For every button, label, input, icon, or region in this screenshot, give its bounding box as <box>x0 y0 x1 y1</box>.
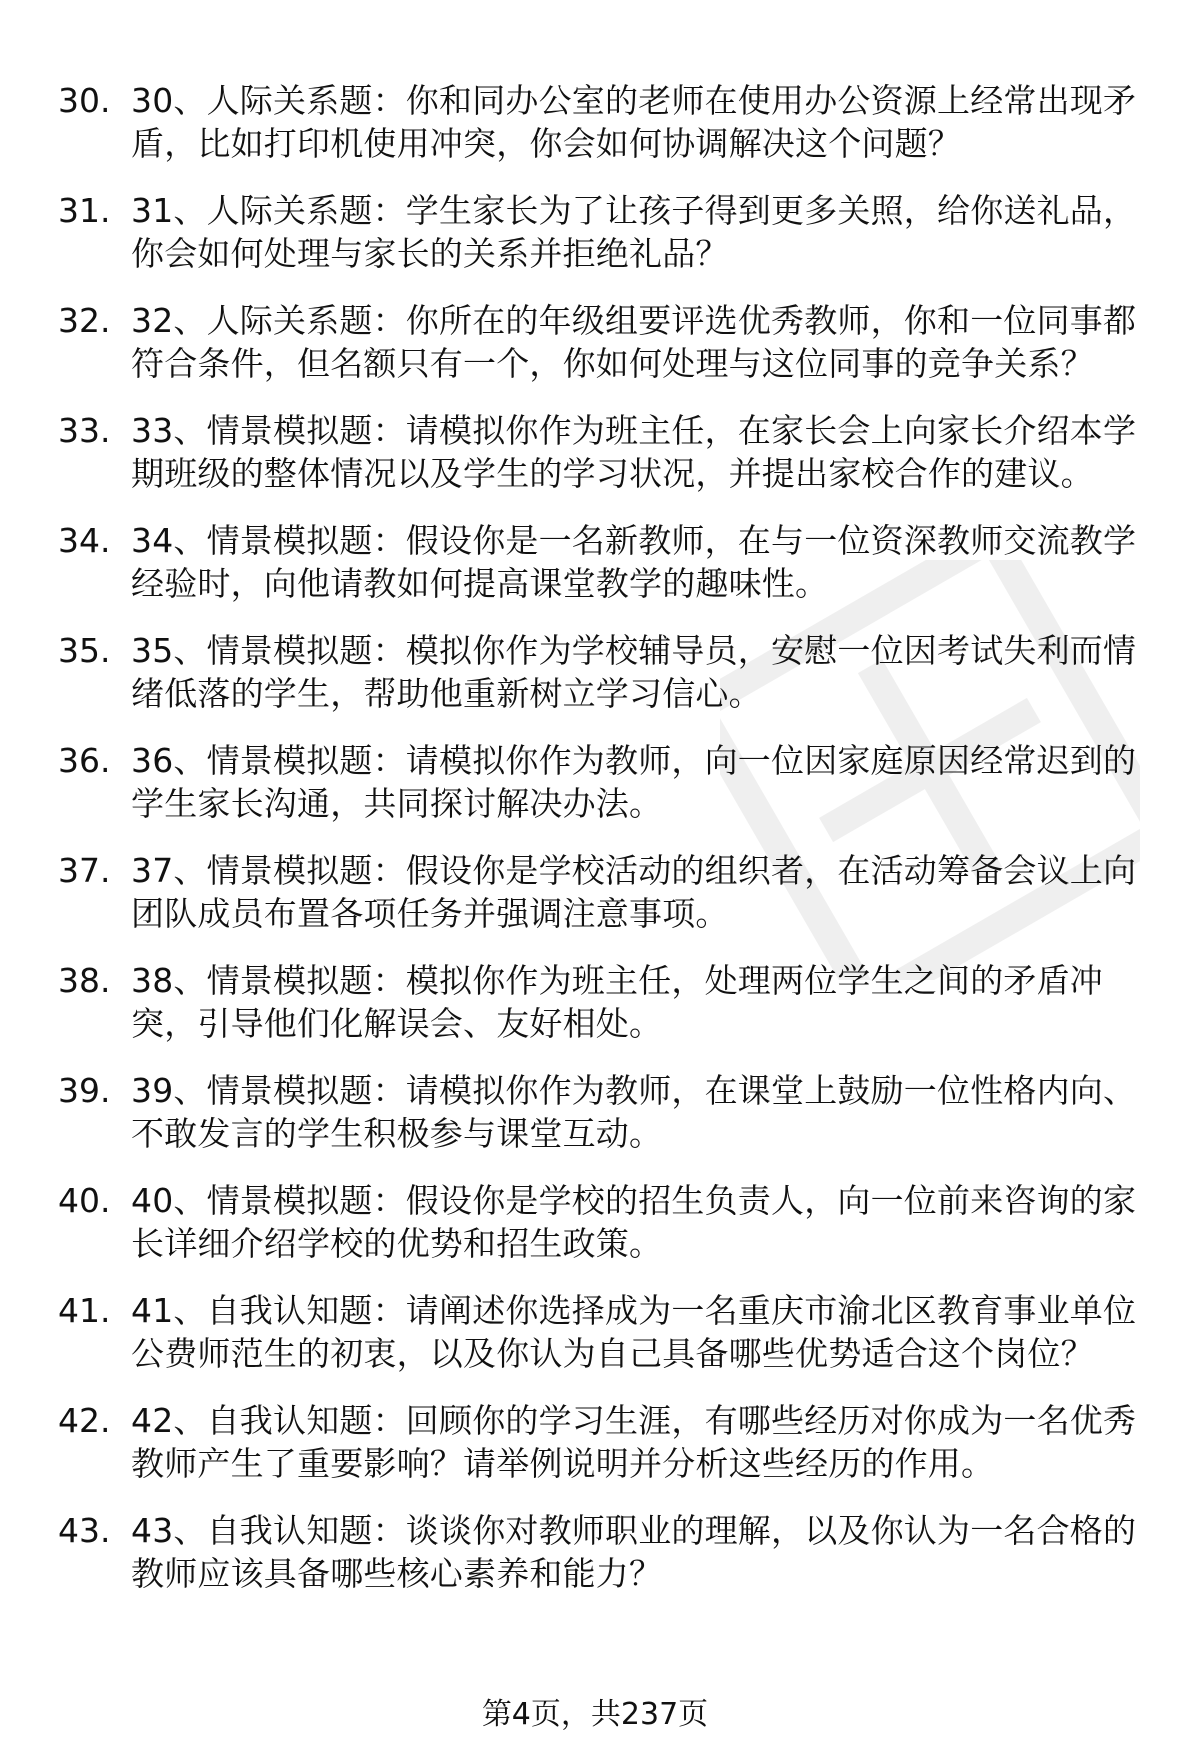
question-text: 38、情景模拟题：模拟你作为班主任，处理两位学生之间的矛盾冲突，引导他们化解误会、友好相处。 <box>131 961 1103 1043</box>
question-item <box>0 849 1190 935</box>
question-number: 39. <box>58 1071 111 1110</box>
question-number: 37. <box>58 851 111 890</box>
question-item <box>0 299 1190 385</box>
question-item <box>0 1179 1190 1265</box>
question-item <box>0 739 1190 825</box>
question-item <box>0 1399 1190 1485</box>
question-item <box>0 519 1190 605</box>
question-number: 35. <box>58 631 111 670</box>
question-number: 31. <box>58 191 111 230</box>
question-text: 43、自我认知题：谈谈你对教师职业的理解，以及你认为一名合格的教师应该具备哪些核心素养和能力？ <box>131 1511 1137 1593</box>
question-text: 34、情景模拟题：假设你是一名新教师，在与一位资深教师交流教学经验时，向他请教如何提高课堂教学的趣味性。 <box>131 521 1137 603</box>
question-text: 39、情景模拟题：请模拟你作为教师，在课堂上鼓励一位性格内向、不敢发言的学生积极参与课堂互动。 <box>131 1071 1137 1153</box>
page-footer: 第4页，共237页 <box>481 1697 709 1732</box>
question-text: 37、情景模拟题：假设你是学校活动的组织者，在活动筹备会议上向团队成员布置各项任务并强调注意事项。 <box>131 851 1137 933</box>
question-number: 33. <box>58 411 111 450</box>
question-item <box>0 629 1190 715</box>
question-text: 36、情景模拟题：请模拟你作为教师，向一位因家庭原因经常迟到的学生家长沟通，共同探讨解决办法。 <box>131 741 1137 823</box>
question-text: 42、自我认知题：回顾你的学习生涯，有哪些经历对你成为一名优秀教师产生了重要影响？请举例说明并分析这些经历的作用。 <box>131 1401 1137 1483</box>
question-text: 41、自我认知题：请阐述你选择成为一名重庆市渝北区教育事业单位公费师范生的初衷，以及你认为自己具备哪些优势适合这个岗位？ <box>131 1291 1137 1373</box>
question-number: 41. <box>58 1291 111 1330</box>
question-text: 32、人际关系题：你所在的年级组要评选优秀教师，你和一位同事都符合条件，但名额只有一个，你如何处理与这位同事的竞争关系？ <box>131 301 1137 383</box>
question-list <box>0 79 1190 1619</box>
question-item <box>0 409 1190 495</box>
question-text: 33、情景模拟题：请模拟你作为班主任，在家长会上向家长介绍本学期班级的整体情况以及学生的学习状况，并提出家校合作的建议。 <box>131 411 1137 493</box>
question-number: 38. <box>58 961 111 1000</box>
question-number: 42. <box>58 1401 111 1440</box>
question-text: 30、人际关系题：你和同办公室的老师在使用办公资源上经常出现矛盾，比如打印机使用冲突，你会如何协调解决这个问题？ <box>131 81 1137 163</box>
question-number: 43. <box>58 1511 111 1550</box>
question-item <box>0 1069 1190 1155</box>
question-number: 40. <box>58 1181 111 1220</box>
question-item <box>0 1509 1190 1595</box>
question-number: 34. <box>58 521 111 560</box>
question-item <box>0 189 1190 275</box>
question-item <box>0 1289 1190 1375</box>
question-number: 30. <box>58 81 111 120</box>
question-text: 31、人际关系题：学生家长为了让孩子得到更多关照，给你送礼品，你会如何处理与家长的关系并拒绝礼品？ <box>131 191 1137 273</box>
question-item <box>0 959 1190 1045</box>
question-text: 40、情景模拟题：假设你是学校的招生负责人，向一位前来咨询的家长详细介绍学校的优势和招生政策。 <box>131 1181 1137 1263</box>
question-item <box>0 79 1190 165</box>
question-text: 35、情景模拟题：模拟你作为学校辅导员，安慰一位因考试失利而情绪低落的学生，帮助他重新树立学习信心。 <box>131 631 1137 713</box>
question-number: 32. <box>58 301 111 340</box>
question-number: 36. <box>58 741 111 780</box>
